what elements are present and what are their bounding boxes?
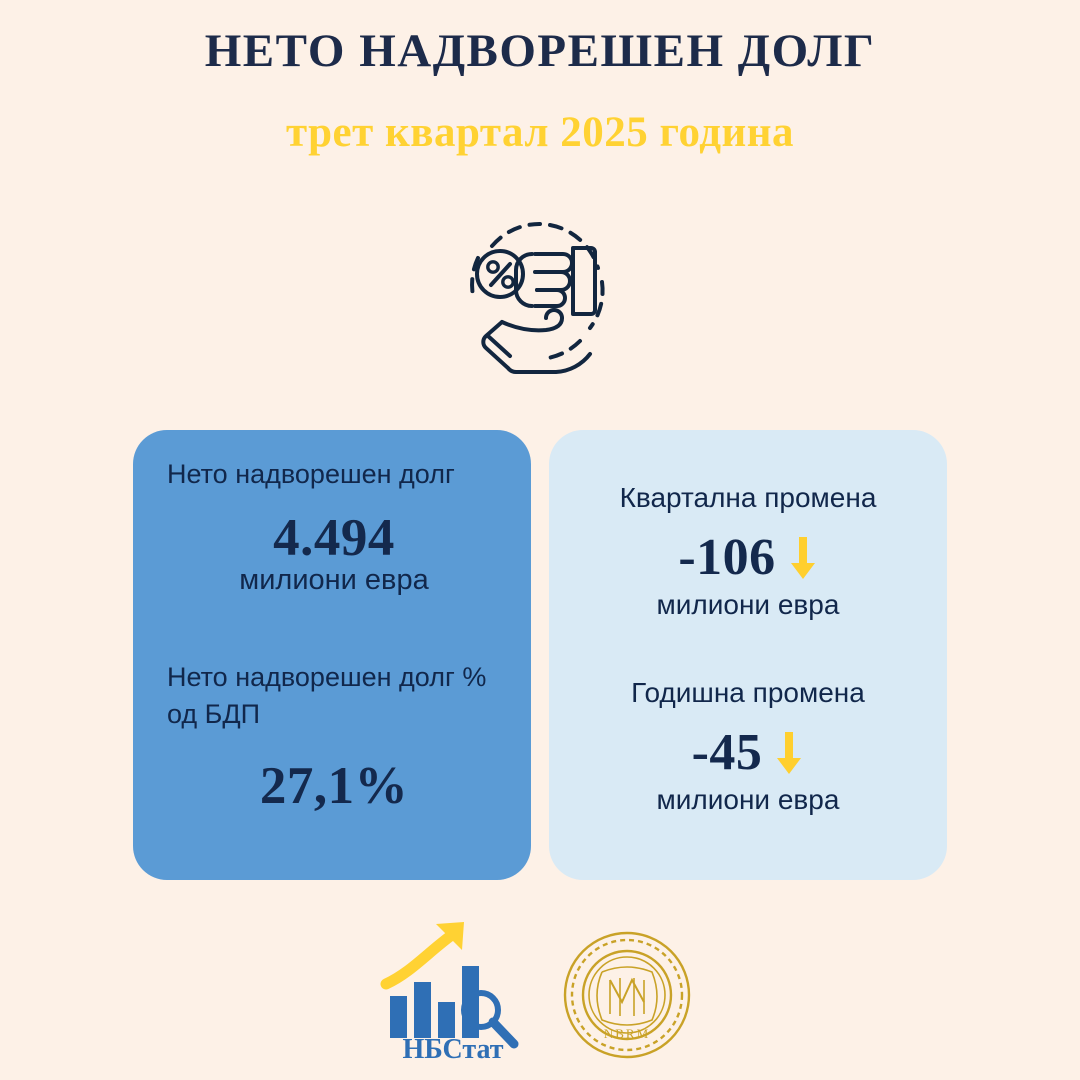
- annual-change-block: [577, 677, 919, 816]
- hand-money-percent-icon: [440, 196, 640, 396]
- quarterly-change-value: -106: [678, 529, 776, 586]
- quarterly-change-block: [577, 482, 919, 621]
- nbrm-seal-logo: [552, 920, 702, 1070]
- page-subtitle: трет квартал 2025 година: [285, 109, 795, 156]
- quarterly-change-label: Квартална промена: [619, 482, 877, 513]
- nbrm-seal-text: NBRM: [603, 1026, 651, 1041]
- footer-logos: [0, 910, 1080, 1070]
- stats-cards: [133, 430, 947, 880]
- arrow-down-icon: [774, 730, 804, 776]
- changes-card: [549, 430, 947, 880]
- nbstat-logo-text: НБСтат: [402, 1034, 504, 1065]
- net-external-debt-unit: милиони евра: [239, 564, 429, 597]
- annual-change-label: Годишна промена: [631, 677, 865, 708]
- net-external-debt-label: Нето надворешен долг: [167, 459, 455, 489]
- net-external-debt-value: 4.494: [273, 509, 395, 568]
- annual-change-value-row: [577, 723, 919, 782]
- net-external-debt-gdp-label: Нето надворешен долг % од БДП: [167, 662, 487, 729]
- net-external-debt-card: [133, 430, 531, 880]
- quarterly-change-value-row: [577, 528, 919, 587]
- arrow-down-icon: [788, 535, 818, 581]
- annual-change-value: -45: [691, 724, 763, 781]
- nbstat-logo: [378, 910, 528, 1070]
- annual-change-unit: милиони евра: [656, 784, 840, 815]
- quarterly-change-unit: милиони евра: [656, 589, 840, 620]
- net-external-debt-gdp-value: 27,1%: [259, 757, 409, 816]
- page-title: НЕТО НАДВОРЕШЕН ДОЛГ: [204, 25, 876, 77]
